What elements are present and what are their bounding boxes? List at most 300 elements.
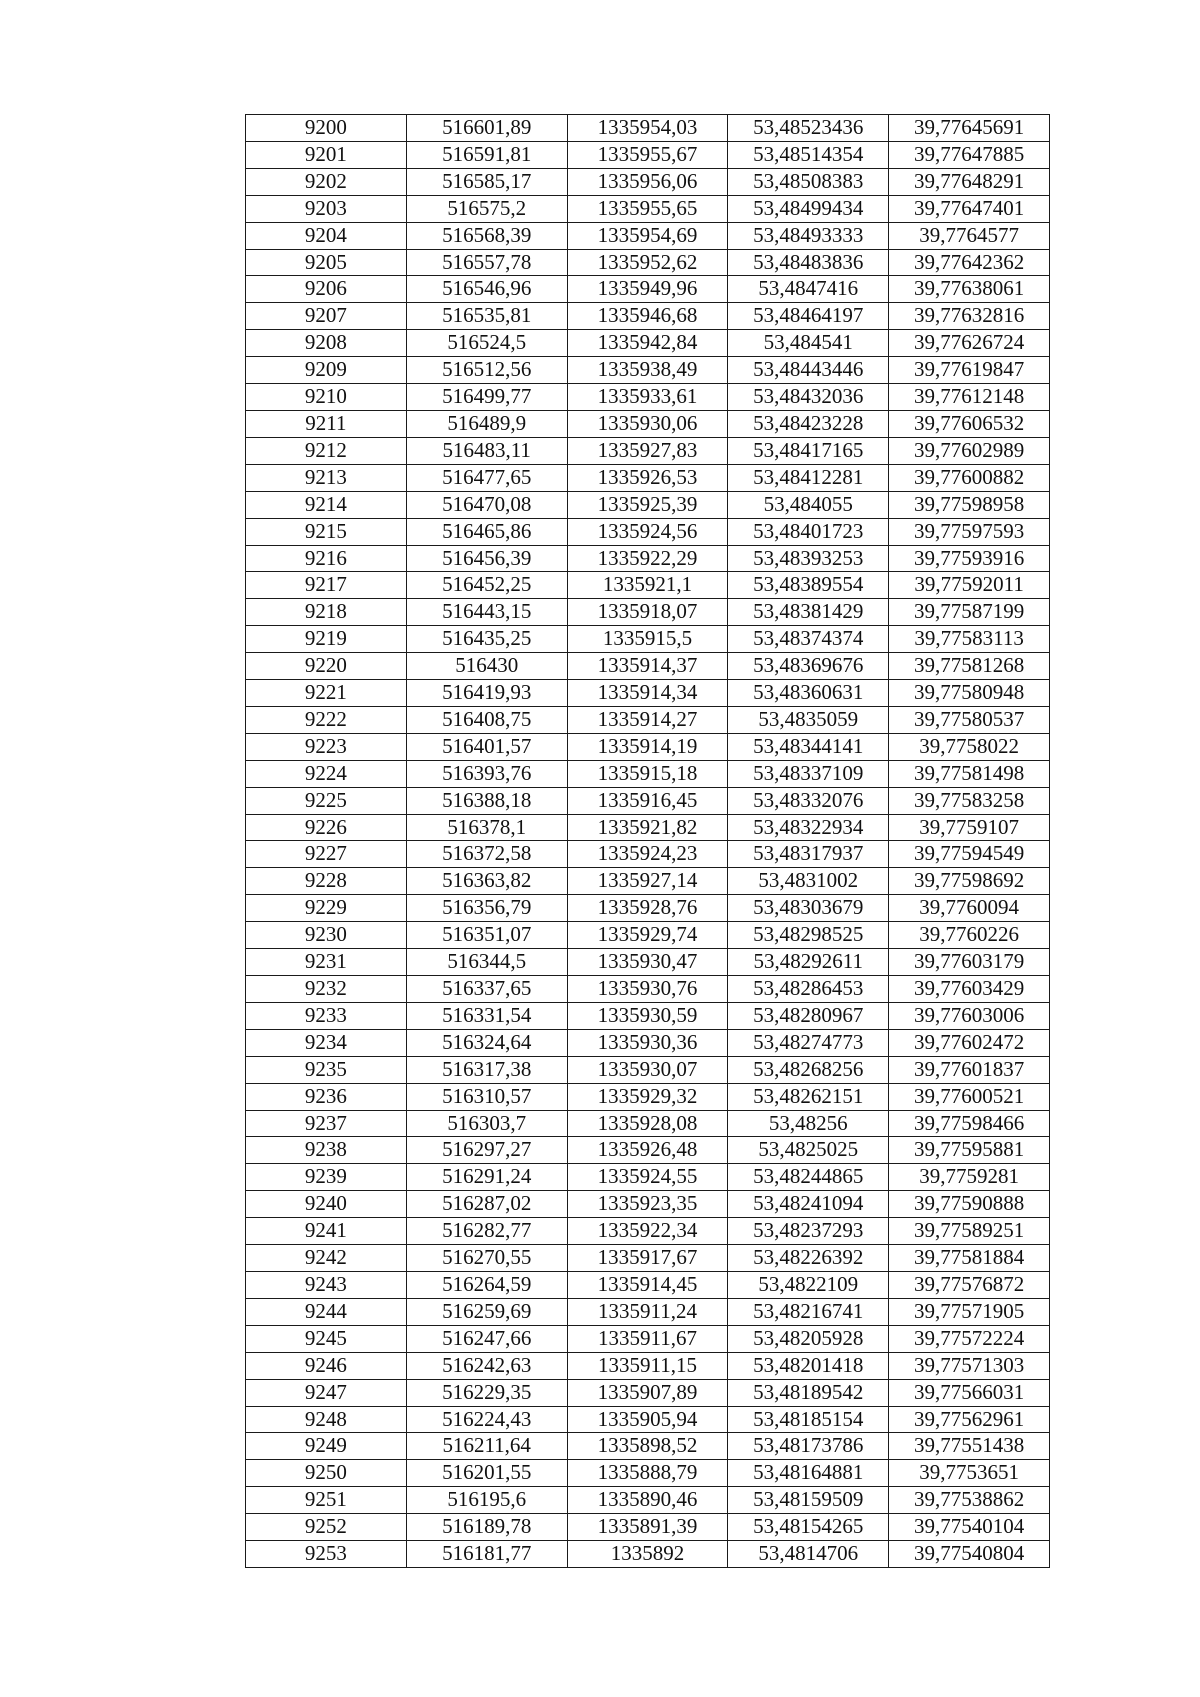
y-coordinate-cell: 1335926,48 xyxy=(567,1137,728,1164)
x-coordinate-cell: 516291,24 xyxy=(406,1164,567,1191)
table-row xyxy=(246,437,1050,464)
y-coordinate-cell: 1335907,89 xyxy=(567,1379,728,1406)
x-coordinate-cell: 516331,54 xyxy=(406,1002,567,1029)
longitude-cell: 39,77647885 xyxy=(889,141,1050,168)
longitude-cell: 39,77576872 xyxy=(889,1271,1050,1298)
longitude-cell: 39,77583258 xyxy=(889,787,1050,814)
latitude-cell: 53,48499434 xyxy=(728,195,889,222)
point-number-cell: 9251 xyxy=(246,1487,407,1514)
y-coordinate-cell: 1335924,23 xyxy=(567,841,728,868)
table-row xyxy=(246,115,1050,142)
y-coordinate-cell: 1335938,49 xyxy=(567,357,728,384)
y-coordinate-cell: 1335914,45 xyxy=(567,1271,728,1298)
latitude-cell: 53,4814706 xyxy=(728,1541,889,1568)
y-coordinate-cell: 1335915,5 xyxy=(567,626,728,653)
x-coordinate-cell: 516575,2 xyxy=(406,195,567,222)
y-coordinate-cell: 1335911,24 xyxy=(567,1298,728,1325)
longitude-cell: 39,77603429 xyxy=(889,976,1050,1003)
point-number-cell: 9253 xyxy=(246,1541,407,1568)
longitude-cell: 39,77612148 xyxy=(889,384,1050,411)
table-row xyxy=(246,895,1050,922)
x-coordinate-cell: 516363,82 xyxy=(406,868,567,895)
latitude-cell: 53,48164881 xyxy=(728,1460,889,1487)
point-number-cell: 9204 xyxy=(246,222,407,249)
x-coordinate-cell: 516419,93 xyxy=(406,680,567,707)
table-row xyxy=(246,1002,1050,1029)
latitude-cell: 53,48274773 xyxy=(728,1029,889,1056)
x-coordinate-cell: 516317,38 xyxy=(406,1056,567,1083)
y-coordinate-cell: 1335930,76 xyxy=(567,976,728,1003)
latitude-cell: 53,48514354 xyxy=(728,141,889,168)
x-coordinate-cell: 516224,43 xyxy=(406,1406,567,1433)
latitude-cell: 53,48244865 xyxy=(728,1164,889,1191)
table-row xyxy=(246,653,1050,680)
table-row xyxy=(246,1514,1050,1541)
latitude-cell: 53,48226392 xyxy=(728,1245,889,1272)
x-coordinate-cell: 516477,65 xyxy=(406,464,567,491)
point-number-cell: 9221 xyxy=(246,680,407,707)
latitude-cell: 53,48369676 xyxy=(728,653,889,680)
table-row xyxy=(246,1218,1050,1245)
point-number-cell: 9214 xyxy=(246,491,407,518)
x-coordinate-cell: 516181,77 xyxy=(406,1541,567,1568)
y-coordinate-cell: 1335892 xyxy=(567,1541,728,1568)
point-number-cell: 9250 xyxy=(246,1460,407,1487)
table-row xyxy=(246,141,1050,168)
table-row xyxy=(246,949,1050,976)
point-number-cell: 9220 xyxy=(246,653,407,680)
longitude-cell: 39,77647401 xyxy=(889,195,1050,222)
latitude-cell: 53,4847416 xyxy=(728,276,889,303)
longitude-cell: 39,77580948 xyxy=(889,680,1050,707)
table-row xyxy=(246,195,1050,222)
longitude-cell: 39,77598692 xyxy=(889,868,1050,895)
longitude-cell: 39,77648291 xyxy=(889,168,1050,195)
point-number-cell: 9226 xyxy=(246,814,407,841)
latitude-cell: 53,48443446 xyxy=(728,357,889,384)
longitude-cell: 39,77638061 xyxy=(889,276,1050,303)
table-row xyxy=(246,1460,1050,1487)
y-coordinate-cell: 1335942,84 xyxy=(567,330,728,357)
latitude-cell: 53,48344141 xyxy=(728,733,889,760)
latitude-cell: 53,48523436 xyxy=(728,115,889,142)
x-coordinate-cell: 516297,27 xyxy=(406,1137,567,1164)
table-row xyxy=(246,814,1050,841)
point-number-cell: 9230 xyxy=(246,922,407,949)
point-number-cell: 9242 xyxy=(246,1245,407,1272)
point-number-cell: 9209 xyxy=(246,357,407,384)
point-number-cell: 9218 xyxy=(246,599,407,626)
point-number-cell: 9239 xyxy=(246,1164,407,1191)
latitude-cell: 53,48303679 xyxy=(728,895,889,922)
x-coordinate-cell: 516270,55 xyxy=(406,1245,567,1272)
point-number-cell: 9208 xyxy=(246,330,407,357)
longitude-cell: 39,77538862 xyxy=(889,1487,1050,1514)
x-coordinate-cell: 516393,76 xyxy=(406,760,567,787)
latitude-cell: 53,48189542 xyxy=(728,1379,889,1406)
point-number-cell: 9243 xyxy=(246,1271,407,1298)
point-number-cell: 9233 xyxy=(246,1002,407,1029)
x-coordinate-cell: 516195,6 xyxy=(406,1487,567,1514)
x-coordinate-cell: 516601,89 xyxy=(406,115,567,142)
longitude-cell: 39,77593916 xyxy=(889,545,1050,572)
table-row xyxy=(246,410,1050,437)
latitude-cell: 53,48360631 xyxy=(728,680,889,707)
point-number-cell: 9203 xyxy=(246,195,407,222)
x-coordinate-cell: 516499,77 xyxy=(406,384,567,411)
y-coordinate-cell: 1335921,1 xyxy=(567,572,728,599)
x-coordinate-cell: 516189,78 xyxy=(406,1514,567,1541)
y-coordinate-cell: 1335928,08 xyxy=(567,1110,728,1137)
latitude-cell: 53,48256 xyxy=(728,1110,889,1137)
latitude-cell: 53,48159509 xyxy=(728,1487,889,1514)
table-row xyxy=(246,1271,1050,1298)
longitude-cell: 39,77571303 xyxy=(889,1352,1050,1379)
y-coordinate-cell: 1335929,32 xyxy=(567,1083,728,1110)
y-coordinate-cell: 1335890,46 xyxy=(567,1487,728,1514)
longitude-cell: 39,77581884 xyxy=(889,1245,1050,1272)
point-number-cell: 9202 xyxy=(246,168,407,195)
longitude-cell: 39,77594549 xyxy=(889,841,1050,868)
latitude-cell: 53,48286453 xyxy=(728,976,889,1003)
y-coordinate-cell: 1335924,55 xyxy=(567,1164,728,1191)
point-number-cell: 9219 xyxy=(246,626,407,653)
y-coordinate-cell: 1335922,34 xyxy=(567,1218,728,1245)
latitude-cell: 53,48423228 xyxy=(728,410,889,437)
x-coordinate-cell: 516512,56 xyxy=(406,357,567,384)
latitude-cell: 53,484055 xyxy=(728,491,889,518)
table-row xyxy=(246,787,1050,814)
table-row xyxy=(246,1245,1050,1272)
point-number-cell: 9206 xyxy=(246,276,407,303)
point-number-cell: 9234 xyxy=(246,1029,407,1056)
y-coordinate-cell: 1335918,07 xyxy=(567,599,728,626)
table-row xyxy=(246,1325,1050,1352)
point-number-cell: 9222 xyxy=(246,706,407,733)
table-row xyxy=(246,1137,1050,1164)
latitude-cell: 53,48262151 xyxy=(728,1083,889,1110)
table-row xyxy=(246,572,1050,599)
table-row xyxy=(246,1352,1050,1379)
y-coordinate-cell: 1335952,62 xyxy=(567,249,728,276)
x-coordinate-cell: 516303,7 xyxy=(406,1110,567,1137)
point-number-cell: 9229 xyxy=(246,895,407,922)
latitude-cell: 53,48205928 xyxy=(728,1325,889,1352)
y-coordinate-cell: 1335928,76 xyxy=(567,895,728,922)
y-coordinate-cell: 1335917,67 xyxy=(567,1245,728,1272)
latitude-cell: 53,48201418 xyxy=(728,1352,889,1379)
longitude-cell: 39,77603006 xyxy=(889,1002,1050,1029)
table-row xyxy=(246,868,1050,895)
latitude-cell: 53,48173786 xyxy=(728,1433,889,1460)
point-number-cell: 9225 xyxy=(246,787,407,814)
point-number-cell: 9215 xyxy=(246,518,407,545)
table-row xyxy=(246,1433,1050,1460)
longitude-cell: 39,77601837 xyxy=(889,1056,1050,1083)
y-coordinate-cell: 1335954,03 xyxy=(567,115,728,142)
longitude-cell: 39,77595881 xyxy=(889,1137,1050,1164)
longitude-cell: 39,77606532 xyxy=(889,410,1050,437)
longitude-cell: 39,7758022 xyxy=(889,733,1050,760)
y-coordinate-cell: 1335898,52 xyxy=(567,1433,728,1460)
longitude-cell: 39,77540804 xyxy=(889,1541,1050,1568)
latitude-cell: 53,48417165 xyxy=(728,437,889,464)
longitude-cell: 39,77642362 xyxy=(889,249,1050,276)
table-row xyxy=(246,626,1050,653)
point-number-cell: 9210 xyxy=(246,384,407,411)
x-coordinate-cell: 516351,07 xyxy=(406,922,567,949)
point-number-cell: 9235 xyxy=(246,1056,407,1083)
x-coordinate-cell: 516242,63 xyxy=(406,1352,567,1379)
longitude-cell: 39,77600882 xyxy=(889,464,1050,491)
x-coordinate-cell: 516452,25 xyxy=(406,572,567,599)
point-number-cell: 9249 xyxy=(246,1433,407,1460)
longitude-cell: 39,77600521 xyxy=(889,1083,1050,1110)
y-coordinate-cell: 1335888,79 xyxy=(567,1460,728,1487)
x-coordinate-cell: 516408,75 xyxy=(406,706,567,733)
x-coordinate-cell: 516546,96 xyxy=(406,276,567,303)
point-number-cell: 9244 xyxy=(246,1298,407,1325)
latitude-cell: 53,48185154 xyxy=(728,1406,889,1433)
table-row xyxy=(246,168,1050,195)
x-coordinate-cell: 516470,08 xyxy=(406,491,567,518)
table-row xyxy=(246,599,1050,626)
latitude-cell: 53,48337109 xyxy=(728,760,889,787)
table-row xyxy=(246,733,1050,760)
x-coordinate-cell: 516443,15 xyxy=(406,599,567,626)
longitude-cell: 39,77581498 xyxy=(889,760,1050,787)
table-row xyxy=(246,680,1050,707)
coordinates-table-body xyxy=(246,115,1050,1568)
y-coordinate-cell: 1335915,18 xyxy=(567,760,728,787)
x-coordinate-cell: 516324,64 xyxy=(406,1029,567,1056)
x-coordinate-cell: 516585,17 xyxy=(406,168,567,195)
table-row xyxy=(246,357,1050,384)
x-coordinate-cell: 516524,5 xyxy=(406,330,567,357)
x-coordinate-cell: 516372,58 xyxy=(406,841,567,868)
latitude-cell: 53,48374374 xyxy=(728,626,889,653)
latitude-cell: 53,4822109 xyxy=(728,1271,889,1298)
latitude-cell: 53,48322934 xyxy=(728,814,889,841)
longitude-cell: 39,7760226 xyxy=(889,922,1050,949)
table-row xyxy=(246,1083,1050,1110)
latitude-cell: 53,4835059 xyxy=(728,706,889,733)
point-number-cell: 9228 xyxy=(246,868,407,895)
table-row xyxy=(246,545,1050,572)
table-row xyxy=(246,303,1050,330)
y-coordinate-cell: 1335927,14 xyxy=(567,868,728,895)
point-number-cell: 9207 xyxy=(246,303,407,330)
table-row xyxy=(246,1379,1050,1406)
latitude-cell: 53,48432036 xyxy=(728,384,889,411)
x-coordinate-cell: 516310,57 xyxy=(406,1083,567,1110)
longitude-cell: 39,77590888 xyxy=(889,1191,1050,1218)
latitude-cell: 53,48241094 xyxy=(728,1191,889,1218)
point-number-cell: 9217 xyxy=(246,572,407,599)
latitude-cell: 53,48393253 xyxy=(728,545,889,572)
point-number-cell: 9237 xyxy=(246,1110,407,1137)
longitude-cell: 39,77562961 xyxy=(889,1406,1050,1433)
y-coordinate-cell: 1335949,96 xyxy=(567,276,728,303)
y-coordinate-cell: 1335924,56 xyxy=(567,518,728,545)
longitude-cell: 39,7760094 xyxy=(889,895,1050,922)
y-coordinate-cell: 1335954,69 xyxy=(567,222,728,249)
point-number-cell: 9224 xyxy=(246,760,407,787)
y-coordinate-cell: 1335911,15 xyxy=(567,1352,728,1379)
table-row xyxy=(246,1541,1050,1568)
point-number-cell: 9245 xyxy=(246,1325,407,1352)
y-coordinate-cell: 1335930,59 xyxy=(567,1002,728,1029)
latitude-cell: 53,48332076 xyxy=(728,787,889,814)
y-coordinate-cell: 1335955,67 xyxy=(567,141,728,168)
longitude-cell: 39,77572224 xyxy=(889,1325,1050,1352)
table-row xyxy=(246,222,1050,249)
table-row xyxy=(246,276,1050,303)
latitude-cell: 53,48493333 xyxy=(728,222,889,249)
point-number-cell: 9238 xyxy=(246,1137,407,1164)
point-number-cell: 9248 xyxy=(246,1406,407,1433)
longitude-cell: 39,77602472 xyxy=(889,1029,1050,1056)
longitude-cell: 39,77645691 xyxy=(889,115,1050,142)
longitude-cell: 39,77619847 xyxy=(889,357,1050,384)
point-number-cell: 9231 xyxy=(246,949,407,976)
y-coordinate-cell: 1335911,67 xyxy=(567,1325,728,1352)
latitude-cell: 53,48216741 xyxy=(728,1298,889,1325)
x-coordinate-cell: 516430 xyxy=(406,653,567,680)
longitude-cell: 39,7759107 xyxy=(889,814,1050,841)
longitude-cell: 39,77598466 xyxy=(889,1110,1050,1137)
y-coordinate-cell: 1335926,53 xyxy=(567,464,728,491)
x-coordinate-cell: 516378,1 xyxy=(406,814,567,841)
latitude-cell: 53,48389554 xyxy=(728,572,889,599)
y-coordinate-cell: 1335956,06 xyxy=(567,168,728,195)
y-coordinate-cell: 1335916,45 xyxy=(567,787,728,814)
x-coordinate-cell: 516337,65 xyxy=(406,976,567,1003)
point-number-cell: 9205 xyxy=(246,249,407,276)
y-coordinate-cell: 1335955,65 xyxy=(567,195,728,222)
x-coordinate-cell: 516229,35 xyxy=(406,1379,567,1406)
point-number-cell: 9240 xyxy=(246,1191,407,1218)
longitude-cell: 39,77540104 xyxy=(889,1514,1050,1541)
x-coordinate-cell: 516264,59 xyxy=(406,1271,567,1298)
table-row xyxy=(246,1298,1050,1325)
y-coordinate-cell: 1335925,39 xyxy=(567,491,728,518)
point-number-cell: 9216 xyxy=(246,545,407,572)
longitude-cell: 39,7764577 xyxy=(889,222,1050,249)
table-row xyxy=(246,706,1050,733)
x-coordinate-cell: 516591,81 xyxy=(406,141,567,168)
x-coordinate-cell: 516388,18 xyxy=(406,787,567,814)
longitude-cell: 39,77587199 xyxy=(889,599,1050,626)
longitude-cell: 39,7753651 xyxy=(889,1460,1050,1487)
latitude-cell: 53,48381429 xyxy=(728,599,889,626)
point-number-cell: 9213 xyxy=(246,464,407,491)
point-number-cell: 9247 xyxy=(246,1379,407,1406)
point-number-cell: 9201 xyxy=(246,141,407,168)
latitude-cell: 53,48280967 xyxy=(728,1002,889,1029)
y-coordinate-cell: 1335921,82 xyxy=(567,814,728,841)
table-row xyxy=(246,464,1050,491)
point-number-cell: 9241 xyxy=(246,1218,407,1245)
longitude-cell: 39,77583113 xyxy=(889,626,1050,653)
x-coordinate-cell: 516456,39 xyxy=(406,545,567,572)
longitude-cell: 39,77589251 xyxy=(889,1218,1050,1245)
y-coordinate-cell: 1335923,35 xyxy=(567,1191,728,1218)
table-row xyxy=(246,249,1050,276)
longitude-cell: 39,77597593 xyxy=(889,518,1050,545)
x-coordinate-cell: 516247,66 xyxy=(406,1325,567,1352)
latitude-cell: 53,48292611 xyxy=(728,949,889,976)
y-coordinate-cell: 1335914,37 xyxy=(567,653,728,680)
y-coordinate-cell: 1335930,07 xyxy=(567,1056,728,1083)
table-row xyxy=(246,1056,1050,1083)
y-coordinate-cell: 1335922,29 xyxy=(567,545,728,572)
longitude-cell: 39,77571905 xyxy=(889,1298,1050,1325)
point-number-cell: 9252 xyxy=(246,1514,407,1541)
y-coordinate-cell: 1335927,83 xyxy=(567,437,728,464)
latitude-cell: 53,4831002 xyxy=(728,868,889,895)
table-row xyxy=(246,330,1050,357)
y-coordinate-cell: 1335929,74 xyxy=(567,922,728,949)
x-coordinate-cell: 516435,25 xyxy=(406,626,567,653)
y-coordinate-cell: 1335930,06 xyxy=(567,410,728,437)
table-row xyxy=(246,841,1050,868)
longitude-cell: 39,77566031 xyxy=(889,1379,1050,1406)
point-number-cell: 9200 xyxy=(246,115,407,142)
x-coordinate-cell: 516201,55 xyxy=(406,1460,567,1487)
y-coordinate-cell: 1335914,19 xyxy=(567,733,728,760)
x-coordinate-cell: 516259,69 xyxy=(406,1298,567,1325)
point-number-cell: 9246 xyxy=(246,1352,407,1379)
latitude-cell: 53,48298525 xyxy=(728,922,889,949)
y-coordinate-cell: 1335914,34 xyxy=(567,680,728,707)
longitude-cell: 39,77626724 xyxy=(889,330,1050,357)
table-row xyxy=(246,1029,1050,1056)
latitude-cell: 53,48412281 xyxy=(728,464,889,491)
longitude-cell: 39,77580537 xyxy=(889,706,1050,733)
table-row xyxy=(246,384,1050,411)
y-coordinate-cell: 1335930,36 xyxy=(567,1029,728,1056)
y-coordinate-cell: 1335946,68 xyxy=(567,303,728,330)
x-coordinate-cell: 516489,9 xyxy=(406,410,567,437)
x-coordinate-cell: 516401,57 xyxy=(406,733,567,760)
latitude-cell: 53,484541 xyxy=(728,330,889,357)
y-coordinate-cell: 1335930,47 xyxy=(567,949,728,976)
table-row xyxy=(246,976,1050,1003)
x-coordinate-cell: 516356,79 xyxy=(406,895,567,922)
longitude-cell: 39,77603179 xyxy=(889,949,1050,976)
latitude-cell: 53,48317937 xyxy=(728,841,889,868)
latitude-cell: 53,48401723 xyxy=(728,518,889,545)
coordinates-table xyxy=(245,114,1050,1568)
table-row xyxy=(246,1191,1050,1218)
longitude-cell: 39,77581268 xyxy=(889,653,1050,680)
x-coordinate-cell: 516557,78 xyxy=(406,249,567,276)
longitude-cell: 39,77592011 xyxy=(889,572,1050,599)
table-row xyxy=(246,518,1050,545)
point-number-cell: 9223 xyxy=(246,733,407,760)
latitude-cell: 53,48268256 xyxy=(728,1056,889,1083)
table-row xyxy=(246,1164,1050,1191)
x-coordinate-cell: 516568,39 xyxy=(406,222,567,249)
x-coordinate-cell: 516287,02 xyxy=(406,1191,567,1218)
table-row xyxy=(246,1110,1050,1137)
latitude-cell: 53,48508383 xyxy=(728,168,889,195)
point-number-cell: 9212 xyxy=(246,437,407,464)
y-coordinate-cell: 1335891,39 xyxy=(567,1514,728,1541)
point-number-cell: 9211 xyxy=(246,410,407,437)
y-coordinate-cell: 1335914,27 xyxy=(567,706,728,733)
